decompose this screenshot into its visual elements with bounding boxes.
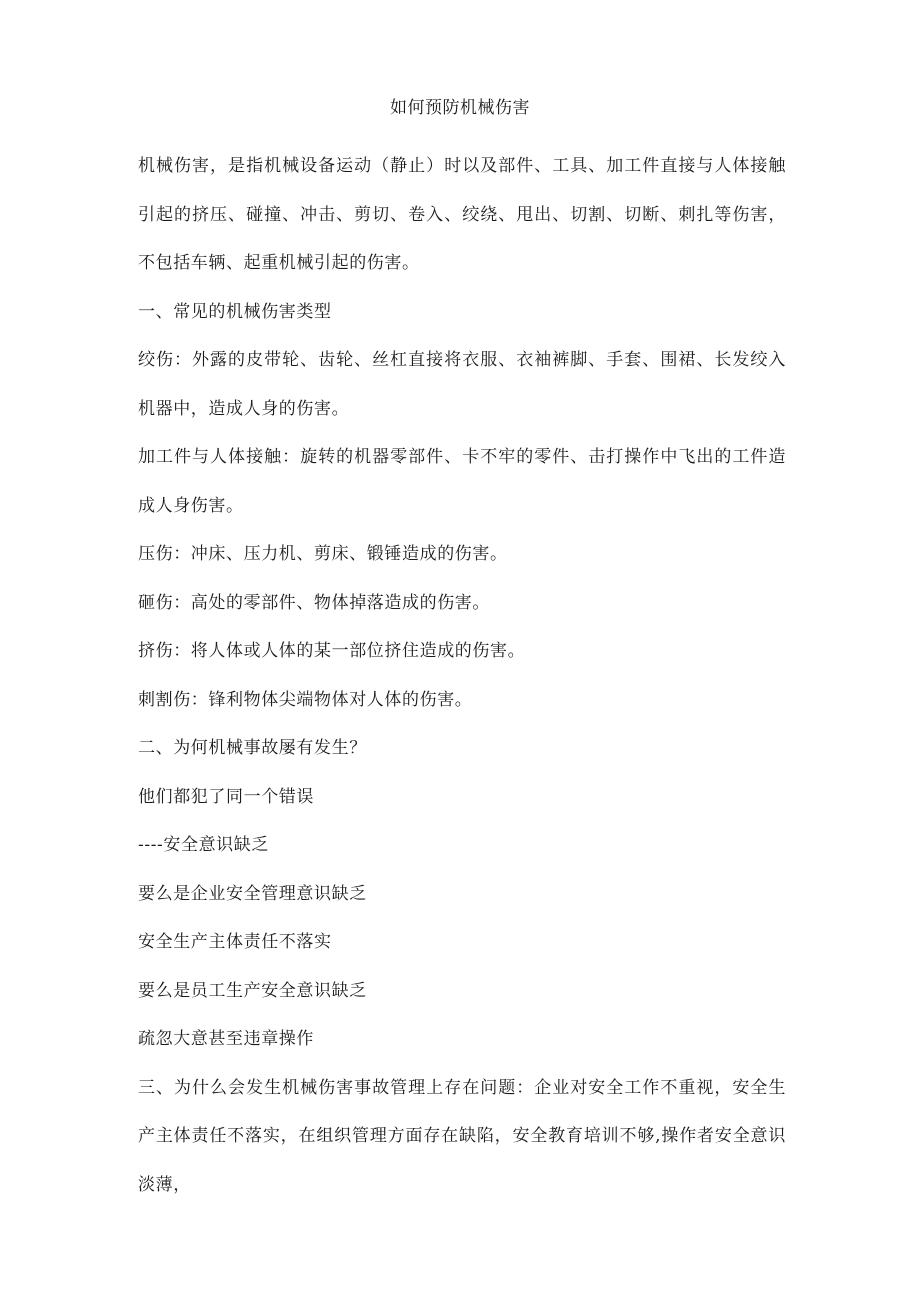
paragraph-crush: 压伤：冲床、压力机、剪床、锻锤造成的伤害。 <box>138 544 508 564</box>
paragraph-responsibility: 安全生产主体责任不落实 <box>138 932 332 952</box>
paragraph-cut: 刺割伤：锋利物体尖端物体对人体的伤害。 <box>138 689 473 710</box>
paragraph-employee: 要么是员工生产安全意识缺乏 <box>138 980 367 1001</box>
paragraph-falling-objects: 砸伤：高处的零部件、物体掉落造成的伤害。 <box>138 592 490 613</box>
paragraph-same-mistake: 他们都犯了同一个错误 <box>138 786 314 807</box>
paragraph-lack-awareness: ----安全意识缺乏 <box>138 835 269 855</box>
section-heading-2: 二、为何机械事故屡有发生？ <box>138 738 367 758</box>
paragraph-negligence: 疏忽大意甚至违章操作 <box>138 1029 314 1049</box>
paragraph-entanglement: 绞伤：外露的皮带轮、齿轮、丝杠直接将衣服、衣袖裤脚、手套、围裙、长发绞入机器中，造成人身的伤害。 <box>138 350 786 419</box>
document-title: 如何预防机械伤害 <box>390 98 530 118</box>
paragraph-pinch: 挤伤：将人体或人体的某一部位挤住造成的伤害。 <box>138 641 526 661</box>
document-body <box>138 142 786 1209</box>
paragraph-definition: 机械伤害，是指机械设备运动（静止）时以及部件、工具、加工件直接与人体接触引起的挤压、碰撞、冲击、剪切、卷入、绞绕、甩出、切割、切断、刺扎等伤害，不包括车辆、起重机械引起的伤害。 <box>138 156 786 273</box>
section-heading-1: 一、常见的机械伤害类型 <box>138 301 332 322</box>
section-heading-3: 三、为什么会发生机械伤害事故管理上存在问题：企业对安全工作不重视，安全生产主体责任不落实，在组织管理方面存在缺陷，安全教育培训不够,操作者安全意识淡薄， <box>138 1077 786 1195</box>
paragraph-workpiece-contact: 加工件与人体接触：旋转的机器零部件、卡不牢的零件、击打操作中飞出的工件造成人身伤害。 <box>138 447 786 516</box>
paragraph-enterprise: 要么是企业安全管理意识缺乏 <box>138 883 367 904</box>
